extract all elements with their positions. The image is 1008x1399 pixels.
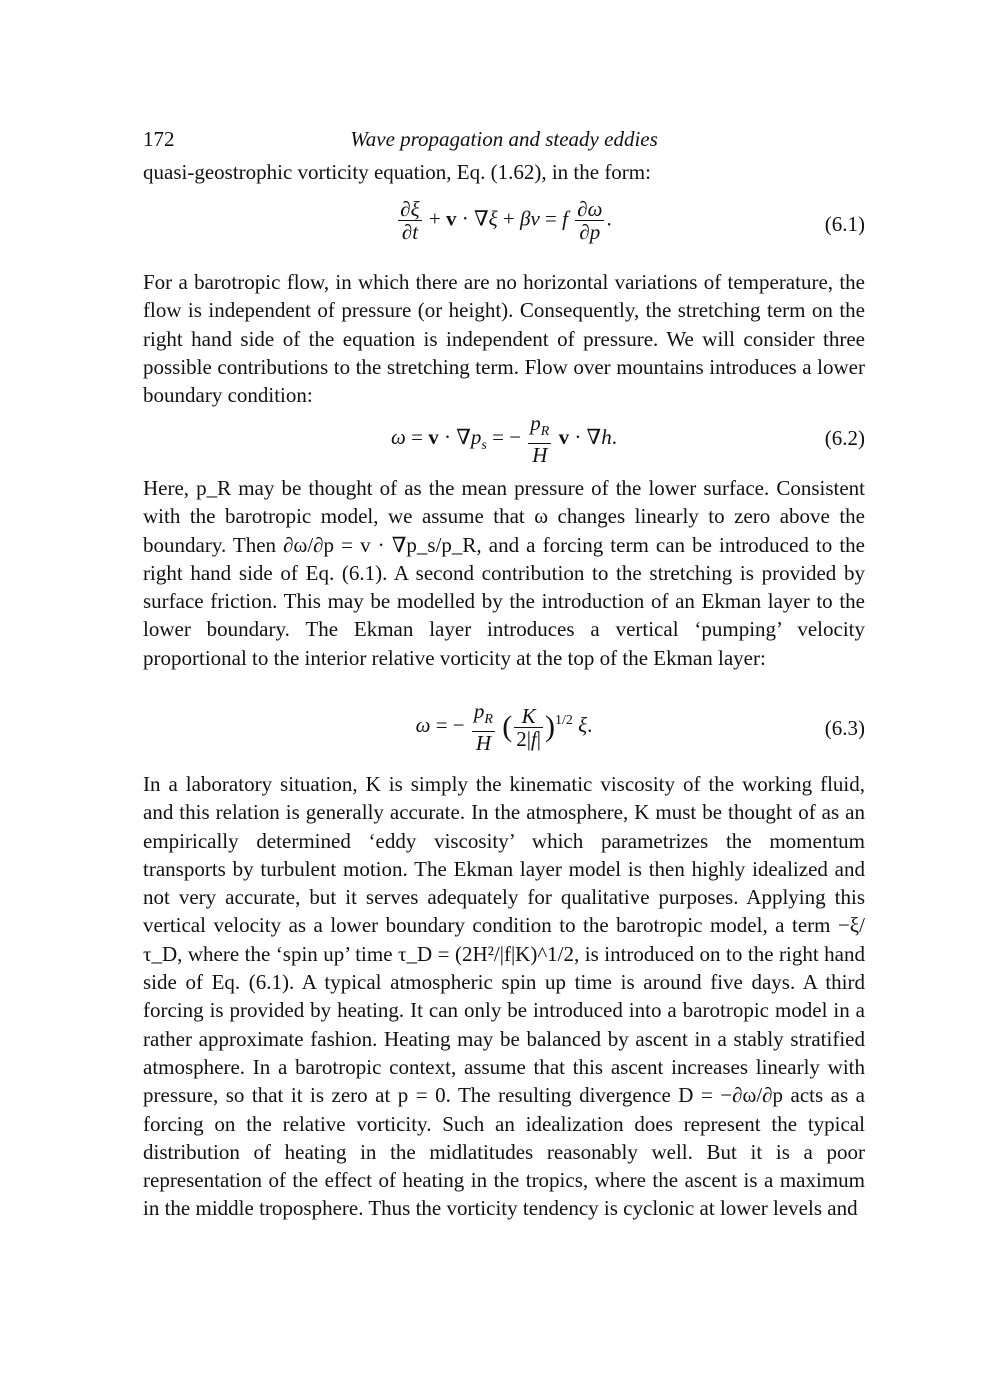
paragraph-4 — [143, 770, 865, 1223]
running-head: Wave propagation and steady eddies — [350, 127, 658, 151]
equation-6-3-number: (6.3) — [824, 716, 865, 740]
equation-6-2-body: $\omega = v \cdot \nabla p_s$ = − $\frac{p_R}{H}$ v · ∇h. — [391, 411, 617, 468]
equation-6-1-body: $\frac{\partial\xi}{\partial t}$ + v · ∇ξ + βv = f $\frac{\partial\omega}{\partial p}$ . — [400, 197, 612, 244]
equation-6-3 — [143, 700, 865, 758]
paragraph-4-text: In a laboratory situation, K is simply the kinematic viscosity of the working fluid, and this relation is generally accurate. In the atmosphere, K must be thought of as an empirically determined ‘eddy viscosity’ which parametrizes the momentum transports by turbulent motion. The Ekman layer model is then highly idealized and not very accurate, but it serves adequately for qualitative purposes. Applying this vertical velocity as a lower boundary condition to the barotropic model, a term −ξ/τ_D, where the ‘spin up’ time τ_D = (2H²/|f|K)^1/2, is introduced on to the right hand side of Eq. (6.1). A typical atmospheric spin up time is around five days. A third forcing is provided by heating. It can only be introduced into a barotropic model in a rather approximate fashion. Heating may be balanced by ascent in a stably stratified atmosphere. In a barotropic context, assume that this ascent increases linearly with pressure, so that it is zero at p = 0. The resulting divergence D = −∂ω/∂p acts as a forcing on the relative vorticity. Such an idealization does represent the typical distribution of heating in the midlatitudes reasonably well. But it is a poor representation of the effect of heating in the tropics, where the ascent is a maximum in the middle troposphere. Thus the vorticity tendency is cyclonic at lower levels and — [143, 772, 865, 1221]
equation-6-2-number: (6.2) — [824, 426, 865, 450]
equation-6-1 — [143, 198, 865, 250]
paragraph-3 — [143, 474, 865, 672]
paragraph-2 — [143, 268, 865, 409]
paragraph-1-text: quasi-geostrophic vorticity equation, Eq. (1.62), in the form: — [143, 160, 651, 184]
paragraph-1 — [143, 158, 865, 186]
paragraph-3-text: Here, p_R may be thought of as the mean pressure of the lower surface. Consistent with the barotropic model, we assume that ω changes linearly to zero above the boundary. Then ∂ω/∂p = v · ∇p_s/p_R, and a forcing term can be introduced to the right hand side of Eq. (6.1). A second contribution to the stretching is provided by surface friction. This may be modelled by the introduction of an Ekman layer to the lower boundary. The Ekman layer introduces a vertical ‘pumping’ velocity proportional to the interior relative vorticity at the top of the Ekman layer: — [143, 476, 865, 670]
equation-6-1-number: (6.1) — [824, 212, 865, 236]
page-number: 172 — [143, 127, 175, 151]
equation-6-2 — [143, 411, 865, 468]
page-header — [143, 124, 865, 154]
paragraph-2-text: For a barotropic flow, in which there are no horizontal variations of temperature, the flow is independent of pressure (or height). Consequently, the stretching term on the right hand side of the equation is independent of pressure. We will consider three possible contributions to the stretching term. Flow over mountains introduces a lower boundary condition: — [143, 270, 865, 408]
equation-6-3-body: ω = − $\frac{p_R}{H}$ ( $\frac{K}{2|f|}$ )$^{1/2}$ ξ. — [415, 699, 593, 756]
